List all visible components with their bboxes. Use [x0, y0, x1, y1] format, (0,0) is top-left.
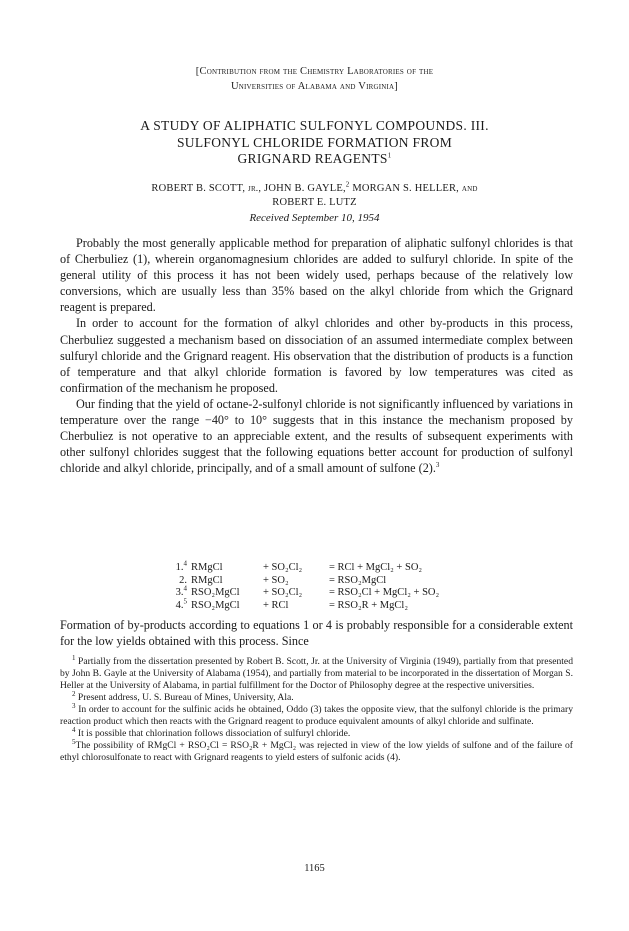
title-line-3-text: GRIGNARD REAGENTS — [237, 151, 388, 166]
body-text — [60, 235, 573, 476]
author-and: and — [461, 184, 478, 194]
footnotes — [60, 653, 573, 764]
equation-number: 2. — [179, 574, 187, 586]
footnote: $^3$ In order to account for the sulfinic acids he obtained, Oddo (3) takes the opposite view, that the sulfonyl chloride is the primary reaction product which then reacts with the Grignard reagent to produce equivalent amounts of alkyl chloride and sulfinate. — [60, 701, 573, 727]
equation-row — [169, 597, 439, 613]
author-lutz: ROBERT E. LUTZ — [272, 197, 357, 208]
equation-products: = RSO₂MgCl — [329, 574, 387, 586]
footnote: $^2$ Present address, U. S. Bureau of Mines, University, Ala. — [72, 689, 294, 703]
equation-reactant-b: + RCl — [263, 599, 289, 611]
equation-products: = RSO₂Cl + MgCl₂ + SO₂ — [329, 587, 440, 598]
equations-block — [169, 559, 440, 612]
equation-row — [169, 584, 440, 600]
page-number: 1165 — [304, 863, 325, 874]
title-line-2: SULFONYL CHLORIDE FORMATION FROM — [177, 134, 452, 150]
footnote: $^5$The possibility of RMgCl + RSO₂Cl = RSO₂R + MgCl₂ was rejected in view of the low yields of sulfone and of the failure of ethyl chlorosulfonate to react with Grignard reagents to yield esters of sulfonic acids (4). — [60, 737, 573, 763]
body-text-continued — [60, 617, 573, 649]
paragraph-4: Formation of by-products according to equations 1 or 4 is probably responsible for a considerable extent for the low yields obtained with this process. Since — [60, 618, 573, 649]
author-scott: ROBERT B. SCOTT, — [151, 183, 246, 194]
author-line-1 — [60, 182, 569, 196]
footnote: $^4$ It is possible that chlorination follows dissociation of sulfuryl chloride. — [72, 725, 351, 739]
author-heller: MORGAN S. HELLER, — [349, 183, 459, 194]
equation-reactant-a: RMgCl — [191, 562, 223, 573]
contribution-header — [60, 64, 569, 94]
equation-number: 3.$^4$ — [175, 584, 187, 598]
paragraph-3-text: Our finding that the yield of octane-2-sulfonyl chloride is not significantly influenced by variations in temperature over the range −40° to 10° suggests that in this instance the mechanism proposed by Cherbuliez is not operative to an appreciable extent, and the results of subsequent experiments with other sulfonyl chlorides suggest that the following equations better account for production of sulfonyl chloride and alkyl chloride, principally, and of a small amount of sulfone (2). — [60, 396, 573, 476]
equation-reactant-b: + SO₂ — [263, 574, 289, 586]
article-title — [60, 118, 569, 168]
author-gayle: , JOHN B. GAYLE, — [258, 183, 346, 194]
equation-reactant-a: RMgCl — [191, 574, 223, 586]
equation-number: 4.$^5$ — [175, 597, 187, 611]
contribution-line-1: [Contribution from the Chemistry Laboratories of the — [195, 66, 434, 77]
received-date: Received September 10, 1954 — [249, 212, 380, 224]
title-line-1: A STUDY OF ALIPHATIC SULFONYL COMPOUNDS. III. — [140, 118, 489, 133]
equation-reactant-b: + SO₂Cl₂ — [263, 587, 303, 598]
contribution-line-2: Universities of Alabama and Virginia] — [230, 81, 399, 92]
equation-reactant-a: RSO₂MgCl — [191, 599, 240, 611]
equation-reactant-b: + SO₂Cl₂ — [263, 562, 303, 573]
author-list — [60, 182, 569, 210]
equation-products: = RSO₂R + MgCl₂ — [329, 599, 408, 611]
equation-row — [169, 559, 439, 575]
paragraph-3 — [60, 396, 573, 476]
footnote: $^1$ Partially from the dissertation presented by Robert B. Scott, Jr. at the University of Virginia (1949), partially from that presented by John B. Gayle at the University of Alabama (1954), and partially from material to be incorporated in the dissertation of Morgan S. Heller at the University of Alabama, in partial fulfillment for the Doctor of Philosophy degree at the respective universities. — [60, 653, 573, 691]
title-line-3 — [60, 151, 569, 168]
equation-reactant-a: RSO₂MgCl — [191, 587, 240, 598]
equation-number: 1.$^4$ — [175, 559, 187, 573]
paragraph-1: Probably the most generally applicable method for preparation of aliphatic sulfonyl chlorides is that of Cherbuliez (1), wherein organomagnesium chlorides are added to sulfuryl chloride. In spite of the general utility of this process it has not been widely used, perhaps because of the relatively low conversions, which are usually less than 35% based on the alkyl chloride from which the Grignard reagent is prepared. — [60, 236, 573, 315]
paragraph-3-mark: 3 — [435, 461, 440, 470]
author-suffix: jr. — [248, 184, 259, 194]
equation-products: = RCl + MgCl₂ + SO₂ — [329, 562, 423, 573]
equation-row — [169, 575, 439, 588]
paragraph-2: In order to account for the formation of alkyl chlorides and other by-products in this process, Cherbuliez suggested a mechanism based on dissociation of an assumed intermediate complex between sulfuryl chloride and the Grignard reagent. His observation that the distribution of products is a function of temperature and that alkyl chloride formation is favored by low temperatures was cited as confirmation of the mechanism he proposed. — [60, 316, 573, 395]
author-gayle-mark: 2 — [345, 180, 350, 189]
title-footnote-mark: 1 — [387, 151, 392, 160]
